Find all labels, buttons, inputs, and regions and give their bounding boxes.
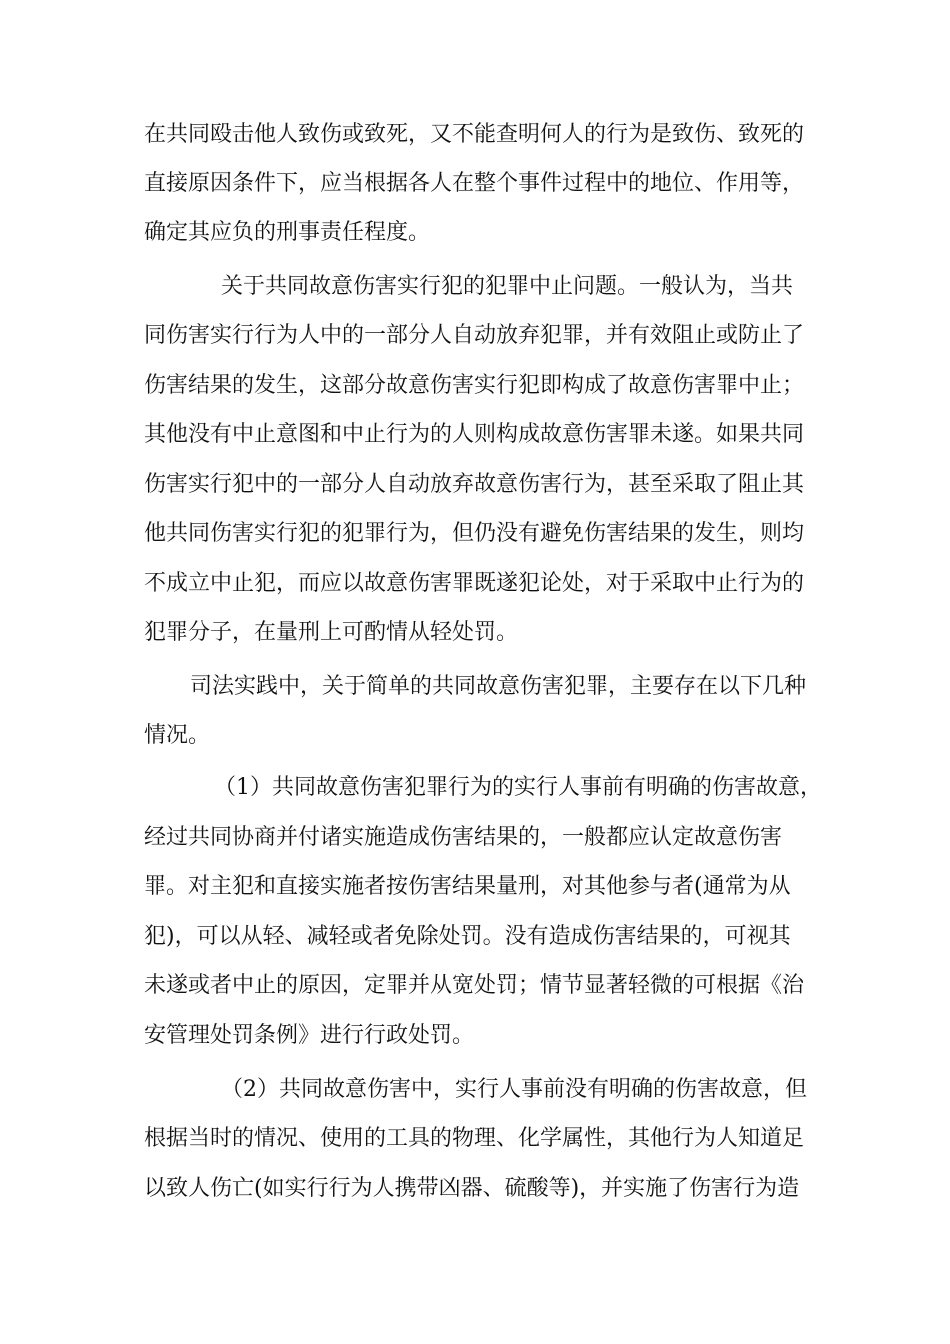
- paragraph-first-line: 关于共同故意伤害实行犯的犯罪中止问题。一般认为，当共: [221, 274, 794, 299]
- text-line: 直接原因条件下，应当根据各人在整个事件过程中的地位、作用等，: [144, 171, 805, 196]
- text-line: 在共同殴击他人致伤或致死，又不能查明何人的行为是致伤、致死的: [144, 122, 805, 147]
- list-item-1-first-line: （1）共同故意伤害犯罪行为的实行人事前有明确的伤害故意，: [214, 775, 822, 800]
- text-line: 伤害结果的发生，这部分故意伤害实行犯即构成了故意伤害罪中止；: [144, 373, 805, 398]
- text-line: 根据当时的情况、使用的工具的物理、化学属性，其他行为人知道足: [144, 1126, 805, 1151]
- text-line: 犯)，可以从轻、减轻或者免除处罚。没有造成伤害结果的，可视其: [144, 924, 791, 949]
- text-line: 以致人伤亡(如实行行为人携带凶器、硫酸等)，并实施了伤害行为造: [144, 1176, 800, 1201]
- text-line: 他共同伤害实行犯的犯罪行为，但仍没有避免伤害结果的发生，则均: [144, 521, 805, 546]
- text-line: 同伤害实行行为人中的一部分人自动放弃犯罪，并有效阻止或防止了: [144, 323, 805, 348]
- text-line: 不成立中止犯，而应以故意伤害罪既遂犯论处，对于采取中止行为的: [144, 571, 805, 596]
- text-line: 其他没有中止意图和中止行为的人则构成故意伤害罪未遂。如果共同: [144, 422, 805, 447]
- text-line: 经过共同协商并付诸实施造成伤害结果的，一般都应认定故意伤害: [144, 825, 783, 850]
- text-line: 安管理处罚条例》进行行政处罚。: [144, 1023, 475, 1048]
- text-line: 罪。对主犯和直接实施者按伤害结果量刑，对其他参与者(通常为从: [144, 874, 791, 899]
- text-line: 确定其应负的刑事责任程度。: [144, 220, 431, 245]
- text-line: 未遂或者中止的原因，定罪并从宽处罚；情节显著轻微的可根据《治: [144, 973, 805, 998]
- list-item-2-first-line: （2）共同故意伤害中，实行人事前没有明确的伤害故意，但: [221, 1077, 807, 1102]
- text-line: 犯罪分子，在量刑上可酌情从轻处罚。: [144, 620, 519, 645]
- text-line: 伤害实行犯中的一部分人自动放弃故意伤害行为，甚至采取了阻止其: [144, 472, 805, 497]
- text-line: 情况。: [144, 723, 211, 748]
- paragraph-first-line: 司法实践中，关于简单的共同故意伤害犯罪，主要存在以下几种: [190, 674, 807, 699]
